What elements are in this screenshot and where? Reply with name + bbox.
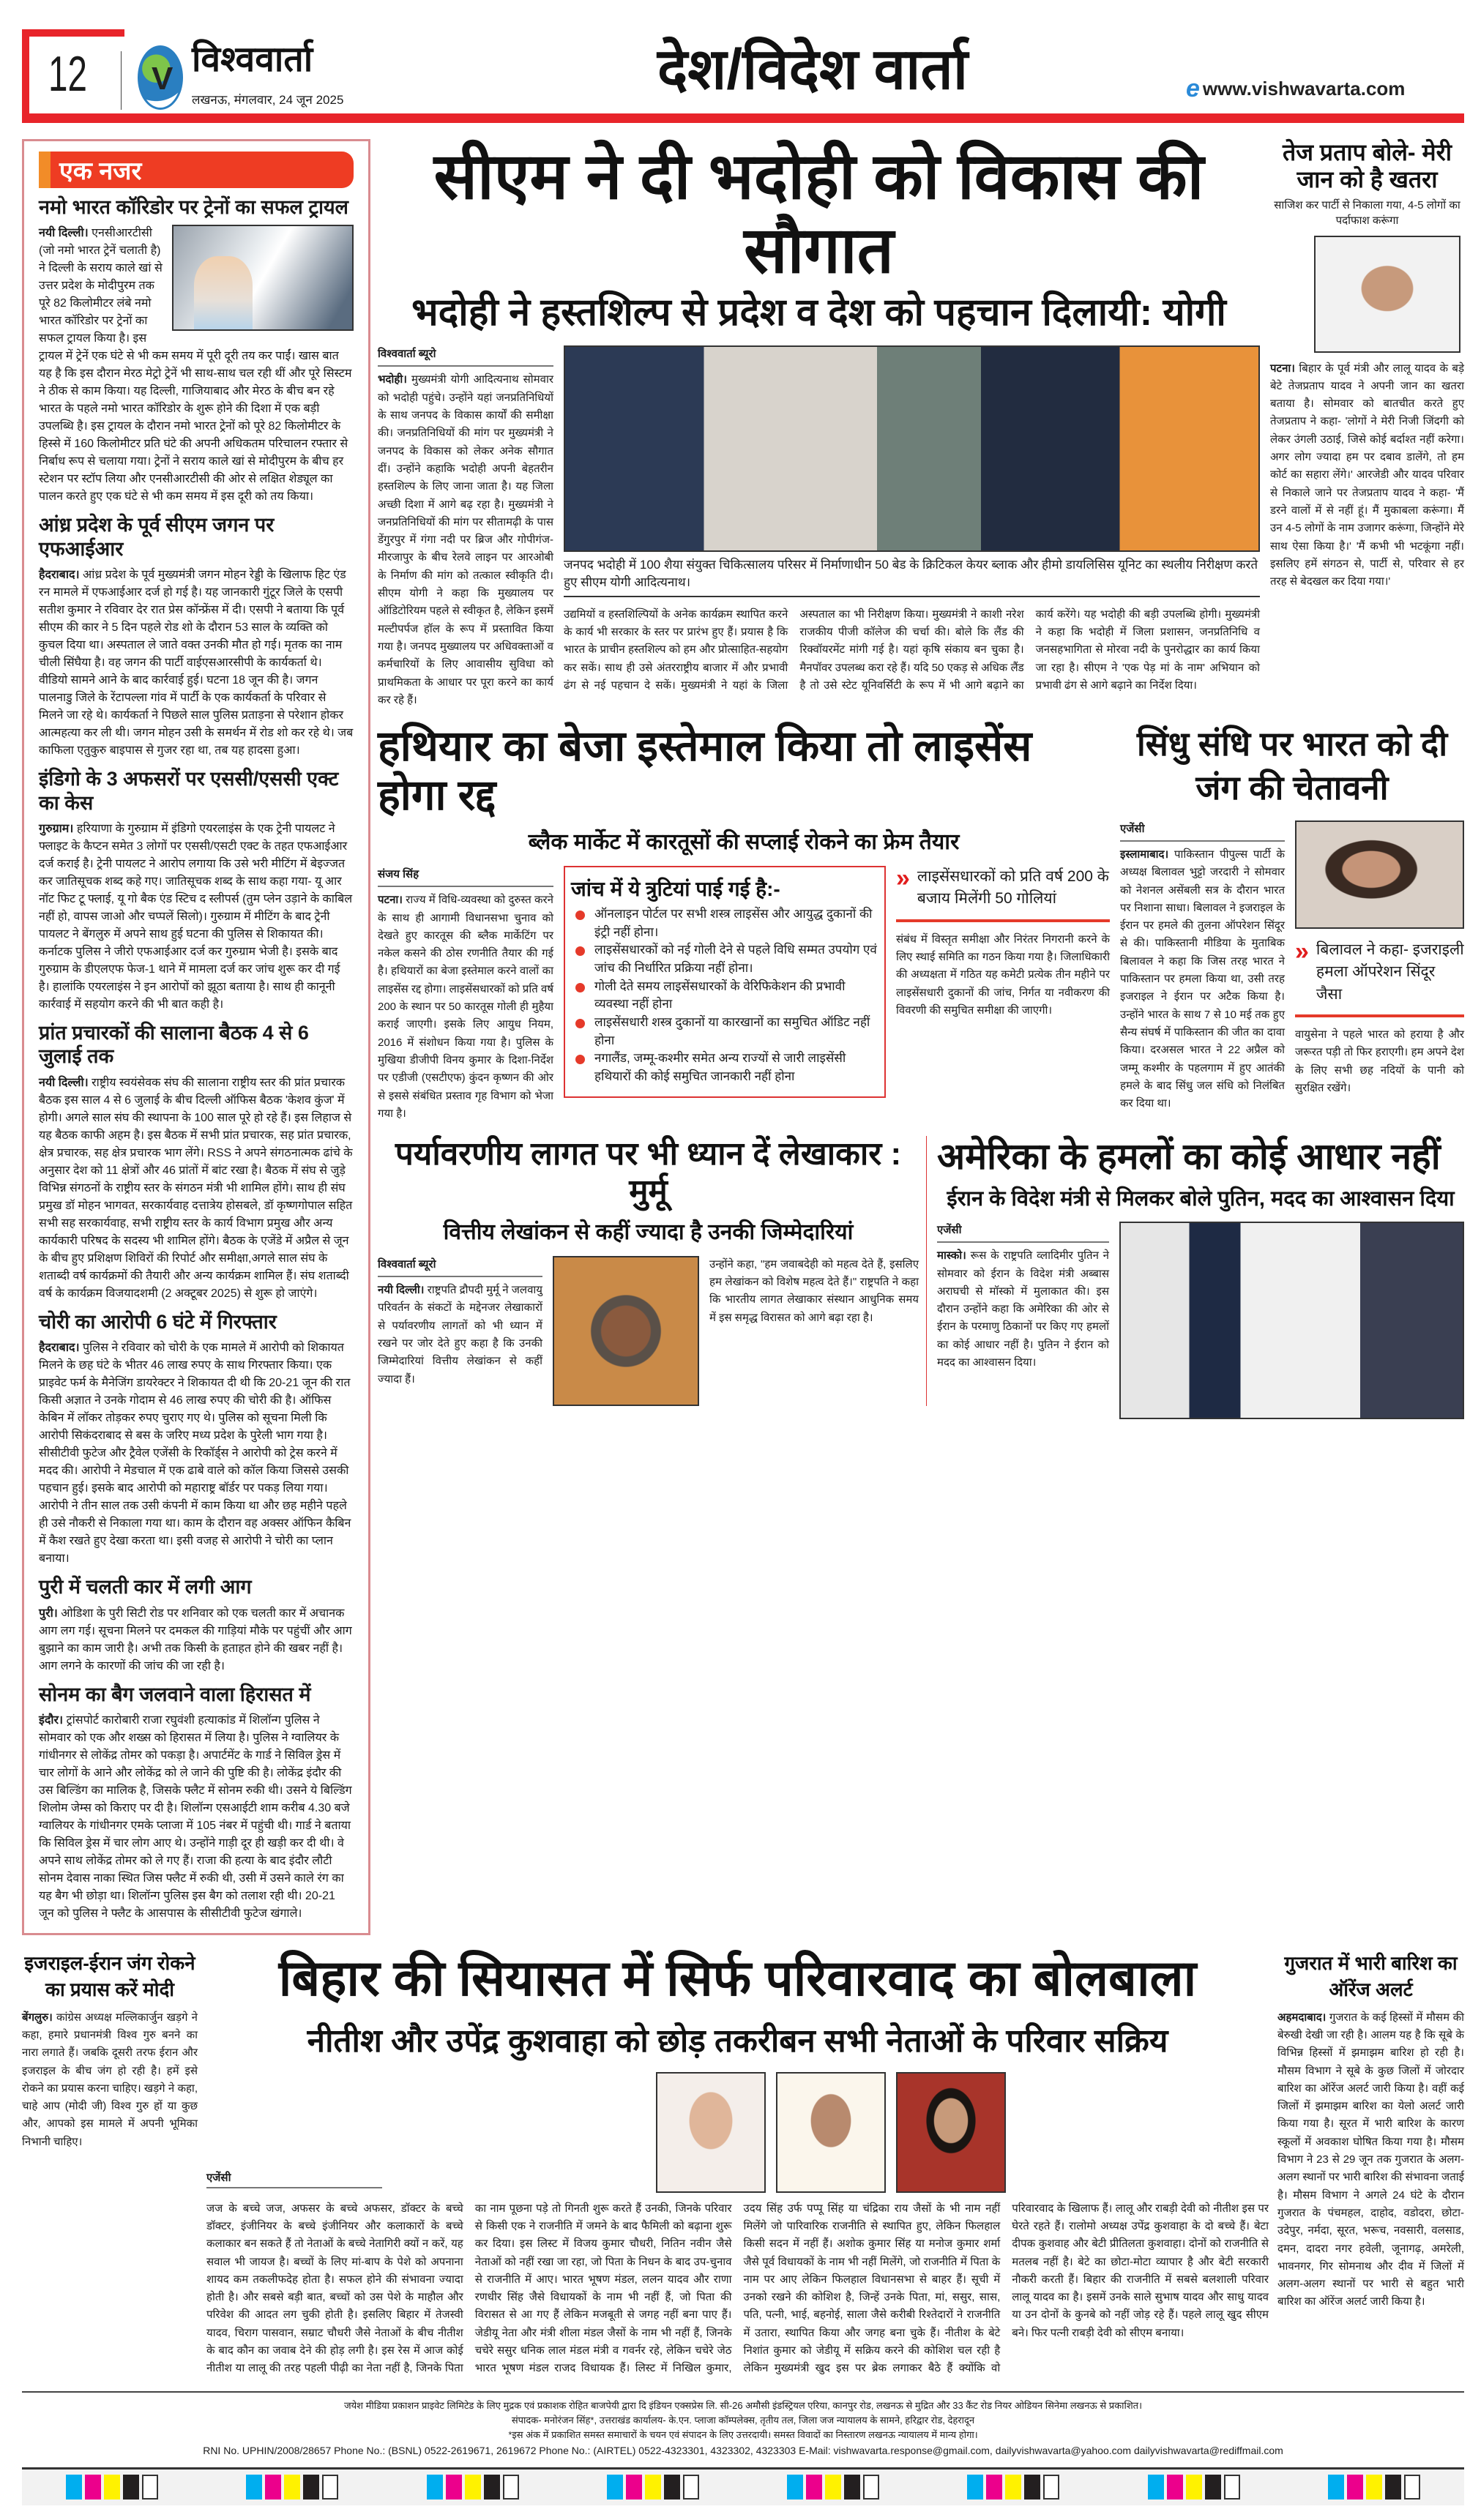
bihar-headline: बिहार की सियासत में सिर्फ परिवारवाद का बोलबाला <box>278 1950 1197 2006</box>
news-brief: नमो भारत कॉरिडोर पर ट्रेनों का सफल ट्रायल नयी दिल्ली। एनसीआरटीसी (जो नमो भारत ट्रेनें चलाती है) ने दिल्ली के सराय काले खां से उत्तर प्रदेश के मोदीपुरम तक पूरे 82 किलोमीटर लंबे नमो भारत कॉरिडोर पर ट्रेनों का सफल ट्रायल किया है। इस ट्रायल में ट्रेनें एक घंटे से भी कम समय में पूरी दूरी तय कर पाईं। खास बात यह है कि इस दौरान मेरठ मेट्रो ट्रेनें भी साथ-साथ चल रही थीं और पूरे सिस्टम ने ठीक से काम किया। यह दिल्ली, गाजियाबाद और मेरठ के बीच बन रहे भारत के पहले नमो भारत कॉरिडोर के शुरू होने की दिशा में एक बड़ी उपलब्धि है। इस ट्रायल के दौरान नमो भारत ट्रेनों को पूरे 82 किलोमीटर के हिस्से में 160 किलोमीटर प्रति घंटे की अपनी अधिकतम परिचालन रफ्तार से निर्बाध रूप से चलाया गया। ट्रेनों ने सराय काले खां से मोदीपुरम के बीच हर स्टेशन पर स्टॉप लिया और एनसीआरटीसी की ओर से लक्षित शेड्यूल का पालन करते हुए एक घंटे से भी कम समय में इस दूरी को तय किया। <box>39 195 354 506</box>
israel-iran-story <box>22 1950 198 2151</box>
arms-license-story <box>378 722 1110 1123</box>
row-murmu-america <box>378 1136 1464 1419</box>
box-item: ऑनलाइन पोर्टल पर सभी शस्त्र लाइसेंस और आयुद्ध दुकानों की इंट्री नहीं होना। <box>571 905 878 941</box>
lead-body-continued: उद्यमियों व हस्तशिल्पियों के अनेक कार्यक्रम स्थापित करने के कार्य भी सरकार के स्तर पर प्रारंभ हुए हैं। प्रयास है कि भारत के प्राचीन हस्तशिल्प को हम और प्रोत्साहित-सहयोग कर सकें। साथ ही उसे अंतरराष्ट्रीय बाजार में और प्रभावी ढंग से नई पहचान दे सकें। मुख्यमंत्री ने यहां के जिला अस्पताल का भी निरीक्षण किया। मुख्यमंत्री ने काशी नरेश राजकीय पीजी कॉलेज की चर्चा की। बोले कि लैंड की रिक्वॉयरमेंट मांगी गई है। यहां कृषि संकाय बन चुका है। मैनपॉवर उपलब्ध करा रहे हैं। यदि 50 एकड़ से अधिक लैंड है तो उसे स्टेट यूनिवर्सिटी के रूप में भी आगे बढ़ाने का कार्य करेंगे। यह भदोही की बड़ी उपलब्धि होगी। मुख्यमंत्री ने कहा कि भदोही में जिला प्रशासन, जनप्रतिनिधि व जनसहभागिता से मोरवा नदी के पुनरोद्धार का कार्य किया जा रहा है। सीएम ने 'एक पेड़ मां के नाम' अभियान को प्रभावी ढंग से आगे बढ़ाने का निर्देश दिया। <box>564 607 1260 692</box>
brief-headline: प्रांत प्रचारकों की सालाना बैठक 4 से 6 जुलाई तक <box>39 1021 309 1068</box>
byline: एजेंसी <box>937 1222 1109 1243</box>
murmu-subhead: वित्तीय लेखांकन से कहीं ज्यादा है उनकी जिम्मेदारियां <box>443 1220 854 1245</box>
box-item: गोली देते समय लाइसेंसधारकों के वेरिफिकेशन की प्रभावी व्यवस्था नहीं होना <box>571 978 878 1014</box>
modi-inset-photo <box>194 256 253 329</box>
murmu-body-continued: उन्होंने कहा, "हम जवाबदेही को महत्व देते हैं, इसलिए हम लेखांकन को विशेष महत्व देते हैं।" राष्ट्रपति ने कहा कि भारतीय लागत लेखाकार संस्थान आधुनिक समय में इस समृद्ध विरासत को आगे बढ़ा रहा है। <box>709 1257 919 1324</box>
israel-headline: इजराइल-ईरान जंग रोकने का प्रयास करें मोदी <box>24 1951 195 2001</box>
sindhu-pullquote: » बिलावल ने कहा- इजराइली हमला ऑपरेशन सिंदूर जैसा <box>1295 939 1464 1017</box>
news-brief: इंडिगो के 3 अफसरों पर एससी/एससी एक्ट का केस गुरुग्राम। हरियाणा के गुरुग्राम में इंडिगो एयरलाइंस के एक ट्रेनी पायलट ने फ्लाइट के कैप्टन समेत 3 लोगों पर एससी/एसटी एक्ट के तहत एफआईआर दर्ज कराई है। ट्रेनी पायलट ने आरोप लगाया कि उसे भरी मीटिंग में बेइज्जत कर जातिसूचक शब्द कहे गए। जातिसूचक शब्द के साथ कहा गया- यू आर नॉट फिट टू फ्लाई, यू गो बैक एंड स्टिच द स्लीपर्स (तुम प्लेन उड़ाने के काबिल नहीं हो, वापस जाओ और चप्पलें सिलो)। गुरुग्राम में मीटिंग के बाद ट्रेनी पायलट ने बेंगलुरु में अपने साथ हुई घटना की पुलिस से शिकायत की। कर्नाटक पुलिस ने जीरो एफआईआर दर्ज कर गुरुग्राम भेजी है। इसके बाद गुरुग्राम के डीएलएफ फेज-1 थाने में मामला दर्ज कर जांच शुरू कर दी गई है। हालांकि एयरलाइंस ने इन आरोपों को झूठा बताया है। साथ ही कानूनी कार्रवाई में सहयोग करने की भी बात कही है। <box>39 768 353 1011</box>
cmyk-swatch <box>967 2475 1059 2500</box>
brief-headline: सोनम का बैग जलवाने वाला हिरासत में <box>39 1683 311 1705</box>
cmyk-swatch <box>427 2475 519 2500</box>
sindhu-headline: सिंधु संधि पर भारत को दी जंग की चेतावनी <box>1136 725 1448 807</box>
news-brief: चोरी का आरोपी 6 घंटे में गिरफ्तार हैदराबाद। पुलिस ने रविवार को चोरी के एक मामले में आरोपी को शिकायत मिलने के छह घंटे के भीतर 46 लाख रुपए के साथ गिरफ्तार किया। एक प्राइवेट फर्म के मैनेजिंग डायरेक्टर ने शिकायत दी थी कि 20-21 जून की रात किसी अज्ञात ने उनके गोदाम से 46 लाख रुपए की चोरी की है। ऑफिस केबिन में लॉकर तोड़कर रुपए चुराए गए थे। पुलिस को सूचना मिली कि आरोपी सिकंदराबाद से बस के जरिए मध्य प्रदेश के पुरेली भाग गया है। सीसीटीवी फुटेज और ट्रैवेल एजेंसी के रिकॉर्ड्स ने आरोपी को ट्रेस करने में मदद की। आरोपी ने मेडचाल में एक ढाबे वाले को कॉल किया जिससे उसकी पहचान हुई। इसके बाद आरोपी को महाराष्ट्र बॉर्डर पर पकड़ लिया गया। आरोपी ने तीन साल तक उसी कंपनी में काम किया था और छह महीने पहले ही उसे नौकरी से निकाला गया था। काम के दौरान वह अक्सर ऑफिन कैबिन में कैश रखते हुए देखा करता था। इसी वजह से आरोपी ने चोरी का प्लान बनाया। <box>39 1310 354 1568</box>
contact-line: RNI No. UPHIN/2008/28657 Phone No.: (BSNL) 0522-2619671, 2619672 Phone No.: (AIRTEL) 0522-4323301, 4323302, 4323303 E-Mail: vishwavarta.response@gmail.com, dailyvishwavarta@yahoo.com dailyvishwavarta@rediffmail.com <box>203 2445 1283 2457</box>
cmyk-swatch <box>787 2475 879 2500</box>
arms-headline: हथियार का बेजा इस्तेमाल किया तो लाइसेंस होगा रद्द <box>378 722 1032 819</box>
issue-dateline: लखनऊ, मंगलवार, 24 जून 2025 <box>192 93 344 107</box>
arms-body-continued: संबंध में विस्तृत समीक्षा और निरंतर निगरानी करने के लिए स्थाई समिति का गठन किया गया है। जिलाधिकारी की अध्यक्षता में गठित यह कमेटी प्रत्येक तीन महीने पर लाइसेंसधारी दुकानों की जांच, निर्गत या नवीकरण की विवरणी की समुचित समीक्षा की जाएगी। <box>896 932 1110 1017</box>
murmu-story <box>378 1136 927 1406</box>
lead-columns <box>378 345 1260 709</box>
website-link[interactable]: e www.vishwavarta.com <box>1186 75 1406 102</box>
page-number: 12 <box>48 46 87 102</box>
double-chevron-icon: » <box>896 864 910 892</box>
ek-nazar-label: एक नजर <box>39 152 354 188</box>
paper-logo-icon: V <box>138 45 183 110</box>
imprint-line: जयेश मीडिया प्रकाशन प्राइवेट लिमिटेड के लिए मुद्रक एवं प्रकाशक रोहित बाजपेयी द्वारा दि इंडियन एक्सप्रेस लि. सी-26 अमौसी इंडस्ट्रियल एरिया, कानपुर रोड, लखनऊ से मुद्रित और 33 कैंट रोड नियर ओडियन सिनेमा लखनऊ से प्रकाशित। <box>343 2399 1143 2411</box>
sindhu-story <box>1120 722 1464 1113</box>
tej-body: पटना। बिहार के पूर्व मंत्री और लालू यादव के बड़े बेटे तेजप्रताप यादव ने अपनी जान का खतरा बताया है। सोमवार को बातचीत करते हुए तेजप्रताप ने कहा- 'लोगों ने मेरी निजी जिंदगी को लेकर उंगली उठाई, जिसे कोई बर्दाश्त नहीं करेगा। अगर लोग ज्यादा हम पर दबाव डालेंगे, तो हम कोर्ट का सहारा लेंगे।' आरजेडी और यादव परिवार से निकाले जाने पर तेजप्रताप यादव ने कहा- 'मैं डरने वालों में से नहीं हूं। मैं मुकाबला करूंगा। मैं उन 4-5 लोगों के नाम उजागर करूंगा, जिन्होंने मेरे साथ ऐसा किया है।' 'मैं कभी भी भटकूंगा नहीं। इसलिए हमें संगठन से, पार्टी से, परिवार से हर तरह से बेदखल कर दिया गया।' <box>1270 362 1464 588</box>
byline: विश्ववार्ता ब्यूरो <box>378 345 553 367</box>
murmu-photo <box>553 1256 699 1406</box>
box-title: जांच में ये त्रुटियां पाई गई है:- <box>571 877 780 900</box>
brief-headline: आंध्र प्रदेश के पूर्व सीएम जगन पर एफआईआर <box>39 514 275 560</box>
photo-caption: जनपद भदोही में 100 शैया संयुक्त चिकित्सालय परिसर में निर्माणाधीन 50 बेड के क्रिटिकल केयर ब्लाक और हीमो डायलिसिस यूनिट का स्थलीय निरीक्षण करते हुए सीएम योगी आदित्यनाथ। <box>564 556 1260 597</box>
upper-section <box>22 139 1464 1935</box>
lead-story <box>378 139 1260 709</box>
arms-subhead: ब्लैक मार्केट में कारतूसों की सप्लाई रोकने का फ्रेम तैयार <box>528 830 960 855</box>
cmyk-swatch <box>1328 2475 1420 2500</box>
arms-pullquote: » लाइसेंसधारकों को प्रति वर्ष 200 के बजाय मिलेंगी 50 गोलियां <box>896 866 1110 922</box>
israel-body: बेंगलुरु। कांग्रेस अध्यक्ष मल्लिकार्जुन खड़गे ने कहा, हमारे प्रधानमंत्री विश्व गुरु बनने का नारा लगाते हैं। जबकि दूसरी तरफ ईरान और इजराइल के बीच जंग हो रही है। हमें इसे रोकने का प्रयास करना चाहिए। खड़गे ने कहा, चाहे आप (मोदी जी) विश्व गुरु हों या कुछ और, आपको इस मामले में अपनी भूमिका निभानी चाहिए। <box>22 2011 198 2148</box>
america-body: एजेंसी मास्को। रूस के राष्ट्रपति व्लादिमीर पुतिन ने सोमवार को ईरान के विदेश मंत्री अब्बास अराघची से मॉस्को में मुलाकात की। इस दौरान उन्होंने कहा कि अमेरिका की ओर से ईरान के परमाणु ठिकानों पर किए गए हमलों का कोई आधार नहीं है। पुतिन ने ईरान को मदद का आश्वासन दिया। <box>937 1222 1109 1372</box>
america-headline: अमेरिका के हमलों का कोई आधार नहीं <box>937 1136 1441 1178</box>
paper-name: विश्ववार्ता <box>192 40 313 79</box>
tej-headline: तेज प्रताप बोले- मेरी जान को है खतरा <box>1283 139 1452 192</box>
america-story <box>937 1136 1464 1419</box>
imprint-footer <box>22 2391 1464 2460</box>
section-title: देश/विदेश वार्ता <box>657 37 969 101</box>
imprint-line: संपादक- मनोरंजन सिंह*, उत्तराखंड कार्यालय- के.एन. प्लाजा कॉम्पलेक्स, तृतीय तल, जिला जज न्यायालय के सामने, हरिद्वार रोड, देहरादून <box>511 2414 975 2426</box>
nitish-photo <box>656 2072 766 2193</box>
box-item: लाइसेंसधारकों को नई गोली देने से पहले विधि सम्मत उपयोग एवं जांच की निर्धारित प्रक्रिया नहीं होना। <box>571 941 878 977</box>
bihar-subhead: नीतीश और उपेंद्र कुशवाहा को छोड़ तकरीबन सभी नेताओं के परिवार सक्रिय <box>307 2023 1168 2060</box>
chirag-photo <box>896 2072 1006 2193</box>
cmyk-swatch <box>66 2475 158 2500</box>
news-brief: आंध्र प्रदेश के पूर्व सीएम जगन पर एफआईआर हैदराबाद। आंध्र प्रदेश के पूर्व मुख्यमंत्री जगन मोहन रेड्डी के खिलाफ हिट एंड रन मामले में एफआईआर दर्ज हो गई है। यह जानकारी गुंटूर जिले के एसपी सतीश कुमार ने रविवार देर रात प्रेस कॉन्फ्रेंस में दी। एसपी ने बताया कि पूर्व सीएम की कार ने 5 दिन पहले रोड शो के दौरान 53 साल के व्यक्ति को कुचल दिया था। अस्पताल ले जाते वक्त उनकी मौत हो गई। मृतक का नाम चीली सिंघैया है। वह जगन की पार्टी वाईएसआरसीपी के कार्यकर्ता थे। वीडियो सामने आने के बाद कार्रवाई हुई। घटना 18 जून की है। जगन पालनाडु जिले के रेंटापल्ला गांव में पार्टी के एक कार्यकर्ता के परिवार से मिलने जा रहे थे। कार्यकर्ता ने पिछले साल पुलिस प्रताड़ना से परेशान होकर आत्महत्या कर ली थी। जगन मोहन उसी के समर्थन में रोड शो कर रहे थे। जब काफिला एतुकुरु बाइपास से गुजर रहा था, तब यह हादसा हुआ। <box>39 514 354 758</box>
byline: एजेंसी <box>1120 820 1285 842</box>
byline: संजय सिंह <box>378 866 553 887</box>
lead-subhead: भदोही ने हस्तशिल्प से प्रदेश व देश को पहचान दिलायी: योगी <box>411 291 1226 334</box>
row-arms-sindhu <box>378 722 1464 1123</box>
lead-headline: सीएम ने दी भदोही को विकास की सौगात <box>433 140 1204 287</box>
murmu-headline: पर्यावरणीय लागत पर भी ध्यान दें लेखाकार : मुर्मू <box>395 1136 902 1209</box>
gujarat-body: अहमदाबाद। गुजरात के कई हिस्सों में मौसम की बेरुखी देखी जा रही है। आलम यह है कि सूबे के विभिन्न हिस्सों में झमाझम बारिश हो रही है। मौसम विभाग ने सूबे के कुछ जिलों में जोरदार बारिश का ऑरेंज अलर्ट जारी किया है। वहीं कई जिलों में झमाझम बारिश का येलो अलर्ट जारी किया गया है। सूरत में भारी बारिश के कारण स्कूलों में अवकाश घोषित किया गया है। मौसम विभाग ने 23 से 29 जून तक गुजरात के अलग-अलग स्थानों पर भारी बारिश की संभावना जताई है। मौसम विभाग ने अगले 24 घंटे के दौरान गुजरात के पंचमहल, दाहोद, वडोदरा, छोटा-उदेपुर, नर्मदा, सूरत, भरूच, नवसारी, वलसाड, दमन, दादरा नगर हवेली, जूनागढ़, अमरेली, भावनगर, गिर सोमनाथ और दीव में जिलों में अलग-अलग स्थानों पर भारी से बहुत भारी बारिश का ऑरेंज अलर्ट जारी किया है। <box>1277 2011 1464 2308</box>
main-area <box>378 139 1464 1419</box>
brief-headline: पुरी में चलती कार में लगी आग <box>39 1576 252 1599</box>
sindhu-body: एजेंसी इस्लामाबाद। पाकिस्तान पीपुल्स पार्टी के अध्यक्ष बिलावल भुट्टो जरदारी ने सोमवार को नेशनल असेंबली सत्र के दौरान भारत पर निशाना साधा। बिलावल ने इजराइल के ईरान पर हमले की तुलना ऑपरेशन सिंदूर से की। पाकिस्तानी मीडिया के मुताबिक बिलावल ने कहा कि जिस तरह भारत ने पाकिस्तान पर हमला किया था, उसी तरह इजराइल ने ईरान पर अटैक किया है। उन्होंने भारत के साथ 7 से 10 मई तक हुए सैन्य संघर्ष में पाकिस्तान की जीत का दावा किया। दरअसल भारत ने 22 अप्रैल को जम्मू कश्मीर के पहलगाम में हुए आतंकी हमले के बाद सिंधु जल संधि को निलंबित कर दिया था। <box>1120 820 1285 1113</box>
imprint-line: *इस अंक में प्रकाशित समस्त समाचारों के चयन एवं संपादन के लिए उत्तरदायी। समस्त विवादों का निस्तारण लखनऊ न्यायालय में मान्य होगा। <box>508 2429 978 2440</box>
gujarat-headline: गुजरात में भारी बारिश का ऑरेंज अलर्ट <box>1284 1951 1458 2001</box>
cm-inspection-photo <box>564 345 1260 552</box>
bihar-story <box>206 1950 1269 2378</box>
brief-headline: चोरी का आरोपी 6 घंटे में गिरफ्तार <box>39 1310 277 1333</box>
sindhu-body-continued: वायुसेना ने पहले भारत को हराया है और जरूरत पड़ी तो फिर हराएगी। हम अपने देश के लिए सभी छह नदियों के पानी को सुरक्षित रखेंगे। <box>1295 1028 1464 1094</box>
putin-araghchi-photo <box>1119 1222 1464 1419</box>
lead-photo-block <box>564 345 1260 695</box>
arms-body: संजय सिंह पटना। राज्य में विधि-व्यवस्था को दुरुस्त करने के साथ ही आगामी विधानसभा चुनाव को देखते हुए कारतूस की ब्लैक मार्केटिंग पर नकेल कसने की ठोस रणनीति तैयार की गई है। हथियारों का बेजा इस्तेमाल करने वालों का लाइसेंस रद्द होगा। लाइसेंसधारकों को प्रति वर्ष 200 के स्थान पर 50 कारतूस गोली ही मुहैया कराई जाएगी। इसके लिए आयुध नियम, 2016 में संशोधन किया गया है। पुलिस के मुखिया डीजीपी विनय कुमार के दिशा-निर्देश पर एडीजी (एसटीएफ) कुंदन कृष्णन की ओर से इससे संबंधित प्रस्ताव गृह विभाग को भेजा गया है। <box>378 866 553 1123</box>
cmyk-swatch <box>1148 2475 1240 2500</box>
byline: विश्ववार्ता ब्यूरो <box>378 1256 542 1277</box>
gujarat-story <box>1277 1950 1464 2311</box>
brief-headline: इंडिगो के 3 अफसरों पर एससी/एससी एक्ट का केस <box>39 768 339 814</box>
lead-body: विश्ववार्ता ब्यूरो भदोही। मुख्यमंत्री योगी आदित्यनाथ सोमवार को भदोही पहुंचे। उन्होंने यहां जनप्रतिनिधियों के साथ जनपद के विकास कार्यों की समीक्षा की। जनप्रतिनिधियों की मांग पर मुख्यमंत्री ने जनपद के विकास को लेकर अनेक सौगात दीं। उन्होंने कहाकि भदोही अपनी बेहतरीन हस्तशिल्प के लिए जाना जाता है। यह जिला अच्छी दिशा में आगे बढ़ रहा है। मुख्यमंत्री ने जनप्रतिनिधियों की मांग पर सीतामढ़ी के पास डेंगुरपुर में गंगा नदी पर ब्रिज और गोपीगंज-मीरजापुर के बीच रेलवे लाइन पर आरओबी के निर्माण की मांग को तत्काल स्वीकृति दी। सीएम योगी ने कहा कि मुख्यालय पर ऑडिटोरियम पहले से स्वीकृत है, लेकिन इसमें मल्टीपर्पज हॉल के रूप में प्रस्तावित किया गया है। जनपद मुख्यालय पर अधिवक्ताओं व कर्मचारियों के लिए आवासीय सुविधा को प्राथमिकता के आधार पर पूरा करने का कार्य कर रहे हैं। <box>378 345 553 709</box>
america-subhead: ईरान के विदेश मंत्री से मिलकर बोले पुतिन, मदद का आश्वासन दिया <box>947 1186 1455 1211</box>
lalu-photo <box>776 2072 886 2193</box>
cmyk-swatch <box>607 2475 699 2500</box>
ek-nazar-panel <box>22 139 370 1935</box>
train-photo <box>172 225 354 331</box>
murmu-body: विश्ववार्ता ब्यूरो नयी दिल्ली। राष्ट्रपति द्रौपदी मुर्मू ने जलवायु परिवर्तन के संकटों के मद्देनजर लेखाकारों से पर्यावरणीय लागतों को भी ध्यान में रखने पर जोर देते हुए कहा है कि उनकी जिम्मेदारियां वित्तीय लेखांकन से कहीं ज्यादा हैं। <box>378 1256 542 1388</box>
tej-pratap-photo <box>1314 236 1460 353</box>
byline: एजेंसी <box>206 2170 382 2188</box>
double-chevron-icon: » <box>1295 937 1309 965</box>
tej-pratap-story <box>1270 139 1464 591</box>
news-brief: पुरी में चलती कार में लगी आग पुरी। ओडिशा के पुरी सिटी रोड पर शनिवार को एक चलती कार में अचानक आग लग गई। सूचना मिलने पर दमकल की गाड़ियां मौके पर पहुंचीं और आग बुझाने का काम जारी है। अभी तक किसी के हताहत होने की खबर नहीं है। आग लगने के कारणों की जांच की जा रही है। <box>39 1575 354 1675</box>
box-item: लाइसेंसधारी शस्त्र दुकानों या कारखानों का समुचित ऑडिट नहीं होना <box>571 1014 878 1050</box>
row-lead <box>378 139 1464 709</box>
errors-found-box <box>564 866 886 1098</box>
tej-subhead: साजिश कर पार्टी से निकाला गया, 4-5 लोगों का पर्दाफाश करूंगा <box>1274 198 1460 227</box>
bihar-body: जज के बच्चे जज, अफसर के बच्चे अफसर, डॉक्टर के बच्चे डॉक्टर, इंजीनियर के बच्चे इंजीनियर और कलाकारों के बच्चे कलाकार बन सकते हैं तो नेताओं के बच्चे नेतागिरी क्यों न करें, यह सवाल भी जायज है। बच्चों के लिए मां-बाप के पेशे को अपनाना शायद कम तकलीफदेह होता है। सफल होने की संभावना ज्यादा होती है। और सबसे बड़ी बात, बच्चों को उस पेशे के माहौल और परिवेश की आदत लग चुकी होती है। इसलिए बिहार में तेजस्वी यादव, चिराग पासवान, सम्राट चौधरी जैसे नेताओं के बीच नीतीश के बाद कौन का जवाब देने की होड़ लगी है। इस रेस में आज कोई नीतीश या लालू की तरह पहली पीढ़ी का नेता नहीं है, जिनके पिता का नाम पूछना पड़े तो गिनती शुरू करते हैं उनकी, जिनके परिवार से किसी एक ने राजनीति में जमने के बाद फैमिली को बढ़ाना शुरू कर दिया। इस लिस्ट में विजय कुमार चौधरी, नितिन नवीन जैसे नेताओं को नहीं रखा जा रहा, जो पिता के निधन के बाद उप-चुनाव से राजनीति में आए। भारत भूषण मंडल, ललन यादव और राणा रणधीर सिंह जैसे विधायकों के नाम भी नहीं हैं, जो पिता की विरासत से आ गए हैं लेकिन मजबूती से जगह नहीं बना पाए हैं। जेडीयू नेता और मंत्री शीला मंडल जैसों के नाम भी नहीं हैं, जिनके चचेरे ससुर धनिक लाल मंडल मंत्री व गवर्नर रहे, लेकिन चचेरे जेठ भारत भूषण मंडल राजद विधायक हैं। लिस्ट में निखिल कुमार, उदय सिंह उर्फ पप्पू सिंह या चंद्रिका राय जैसों के भी नाम नहीं मिलेंगे जो पारिवारिक राजनीति से स्थापित हुए, लेकिन फिलहाल किसी सदन में नहीं हैं। अशोक कुमार सिंह या मनोज कुमार शर्मा जैसे पूर्व विधायकों के नाम भी नहीं मिलेंगे, जो राजनीति में पिता के नाम पर आए लेकिन फिलहाल विधानसभा से बाहर हैं। सूची में उनको रखने की कोशिश है, जिन्हें उनके पिता, मां, ससुर, सास, पति, पत्नी, भाई, बहनोई, साला जैसे करीबी रिश्तेदारों ने राजनीति में उतारा, स्थापित किया और जगह बना चुके हैं। नीतीश के बेटे निशांत कुमार को जेडीयू में सक्रिय करने की कोशिश चल रही है लेकिन मुख्यमंत्री खुद इस पर ब्रेक लगाकर बैठे हैं क्योंकि वो परिवारवाद के खिलाफ हैं। लालू और राबड़ी देवी को नीतीश इस पर घेरते रहते हैं। रालोमो अध्यक्ष उपेंद्र कुशवाहा के दो बच्चे हैं। बेटा दीपक कुशवाह और बेटी प्रीतिलता कुशवाहा। दोनों को राजनीति से मतलब नहीं है। बेटे का छोटा-मोटा व्यापार है और बेटी सरकारी नौकरी करती हैं। बिहार की राजनीति में सबसे बलशाली परिवार लालू यादव का है। इसमें उनके साले सुभाष यादव और साधु यादव या उन दोनों के कुनबे को नहीं जोड़ रहे हैं। पहले लालू खुद सीएम बने। फिर पत्नी राबड़ी देवी को सीएम बनाया। <box>206 2202 1269 2375</box>
news-brief: सोनम का बैग जलवाने वाला हिरासत में इंदौर। ट्रांसपोर्ट कारोबारी राजा रघुवंशी हत्याकांड में शिलॉन्ग पुलिस ने सोमवार को एक और शख्स को हिरासत में लिया है। पुलिस ने ग्वालियर के गांधीनगर से लोकेंद्र तोमर को पकड़ा है। अपार्टमेंट के गार्ड ने सिविल ड्रेस में चार लोगों के आने और लोकेंद्र को ले जाने की पुष्टि की है। लोकेंद्र इंदौर की उस बिल्डिंग का मालिक है, जिसके फ्लैट में सोनम रुकी थी। उसने ये बिल्डिंग शिलोम जेम्स को किराए पर दी है। शिलॉन्ग एसआईटी शाम करीब 4.30 बजे ग्वालियर के गांधीनगर एमके प्लाजा में 105 नंबर में पहुंची थी। गार्ड ने बताया कि सिविल ड्रेस में चार लोग आए थे। उन्होंने गाड़ी दूर ही खड़ी कर दी थी। वे अपने साथ लोकेंद्र तोमर को ले गए हैं। राजा की हत्या के बाद इंदौर लौटी सोनम देवास नाका स्थित जिस फ्लैट में रुकी थी, उसी में उसने काले रंग का यह बैग भी छोड़ा था। शिलॉन्ग पुलिस इस बैग को तलाश रही थी। 20-21 जून को पुलिस ने फ्लैट के आसपास के सीसीटीवी फुटेज खंगाले। <box>39 1683 354 1923</box>
bilawal-photo <box>1295 820 1464 929</box>
box-item: नगालैंड, जम्मू-कश्मीर समेत अन्य राज्यों से जारी लाइसेंसी हथियारों की कोई समुचित जानकारी नहीं होना <box>571 1050 878 1085</box>
cmyk-swatch <box>246 2475 338 2500</box>
bottom-section <box>22 1950 1464 2378</box>
brief-headline: नमो भारत कॉरिडोर पर ट्रेनों का सफल ट्रायल <box>39 196 348 218</box>
browser-e-icon: e <box>1186 75 1200 102</box>
news-brief: प्रांत प्रचारकों की सालाना बैठक 4 से 6 जुलाई तक नयी दिल्ली। राष्ट्रीय स्वयंसेवक संघ की सालाना राष्ट्रीय स्तर की प्रांत प्रचारक बैठक इस साल 4 से 6 जुलाई के बीच दिल्ली ऑफिस बैठक 'केशव कुंज' में होगी। अगले साल संघ की स्थापना के 100 साल पूरे हो रहे हैं। इस लिहाज से यह बैठक काफी अहम है। इस बैठक में सभी प्रांत प्रचारक, सह प्रांत प्रचारक, क्षेत्र प्रचारक, सह क्षेत्र प्रचारक भाग लेंगे। RSS ने अपने संगठनात्मक ढांचे के अनुसार देश को 11 क्षेत्रों और 46 प्रांतों में बांट रखा है। बैठक में संघ से जुड़े विभिन्न संगठनों के राष्ट्रीय स्तर के संगठन मंत्री भी शामिल होंगे। साथ ही संघ प्रमुख डॉ मोहन भागवत, सरकार्यवाह दत्तात्रेय होसबले, डॉ कृष्णगोपाल सहित सभी सह सरकार्यवाह, सभी राष्ट्रीय स्तर के कार्य विभाग प्रमुख और अन्य कार्यकारी परिषद के सदस्य भी शामिल होंगे। बैठक के एजेंडे में अप्रैल से जून के बीच हुए प्रशिक्षण शिविरों की रिपोर्ट और समीक्षा,अगले साल संघ के शताब्दी वर्ष कार्यक्रमों की तैयारी और अन्य कार्यक्रम शामिल हैं। संघ शताब्दी वर्ष के कार्यक्रम विजयादशमी (2 अक्टूबर 2025) से शुरू हो जाएंगे। <box>39 1021 353 1300</box>
print-registration-strip <box>22 2467 1464 2505</box>
